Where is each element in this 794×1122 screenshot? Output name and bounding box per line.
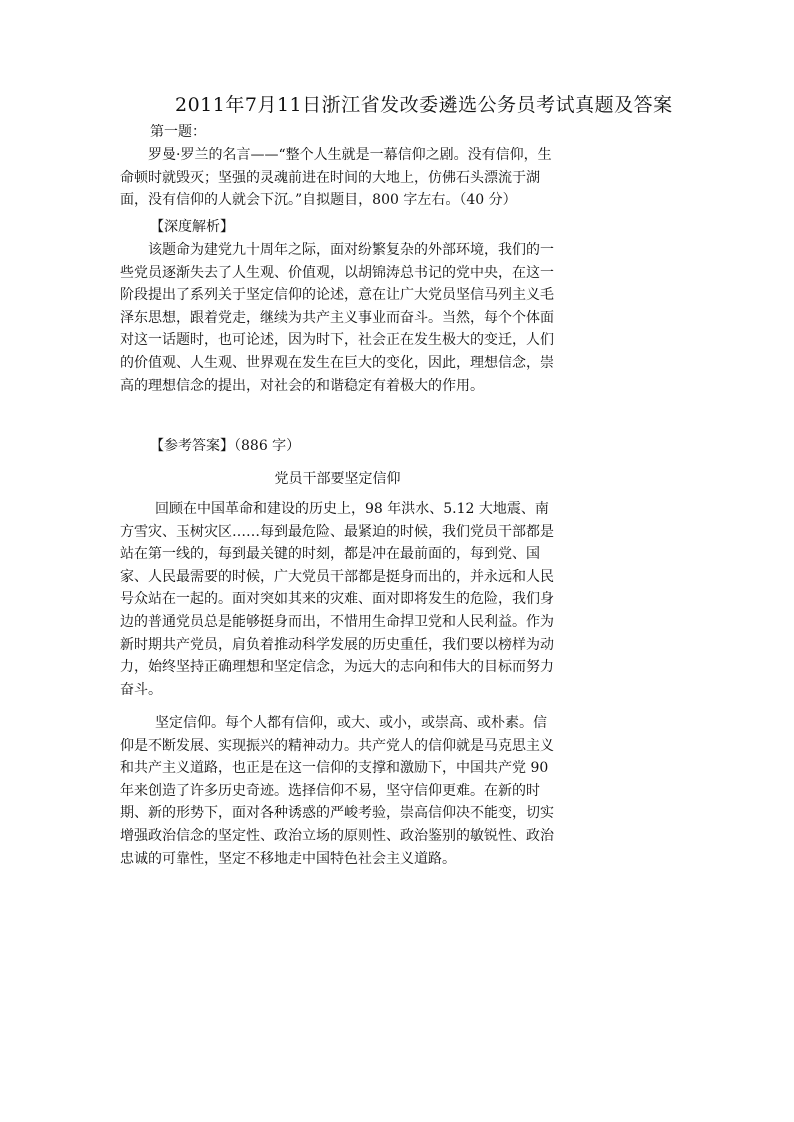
analysis-text: 该题命为建党九十周年之际，面对纷繁复杂的外部环境，我们的一些党员逐渐失去了人生观、价值观，以胡锦涛总书记的党中央，在这一阶段提出了系列关于坚定信仰的论述，意在让广大党员坚信马列主义毛泽东思想，跟着党走，继续为共产主义事业而奋斗。当然，每个个体面对这一话题时，也可论述，因为时下，社会正在发生极大的变迁，人们的价值观、人生观、世界观在发生在巨大的变化，因此，理想信念，崇高的理想信念的提出，对社会的和谐稳定有着极大的作用。: [120, 242, 554, 394]
essay-title: 党员干部要坚定信仰: [274, 471, 401, 487]
document-title: 2011年7月11日浙江省发改委遴选公务员考试真题及答案: [175, 94, 673, 116]
question-body: [120, 144, 560, 212]
question-label: 第一题：: [150, 124, 206, 140]
essay-paragraph-2: [120, 712, 555, 870]
essay-paragraph-1-text: 回顾在中国革命和建设的历史上，98 年洪水、5.12 大地震、南方雪灾、玉树灾区……每到最危险、最紧迫的时候，我们党员干部都是站在第一线的，每到最关键的时刻，都是冲在最前面的，每到党、国家、人民最需要的时候，广大党员干部都是挺身而出的，并永远和人民号众站在一起的。面对突如其来的灾难、面对即将发生的危险，我们身边的普通党员总是能够挺身而出，不惜用生命捍卫党和人民利益。作为新时期共产党员，肩负着推动科学发展的历史重任，我们要以榜样为动力，始终坚持正确理想和坚定信念，为远大的志向和伟大的目标而努力奋斗。: [120, 501, 554, 698]
question-text: 罗曼·罗兰的名言——“整个人生就是一幕信仰之剧。没有信仰，生命顿时就毁灭；坚强的灵魂前进在时间的大地上，仿佛石头漂流于湖面，没有信仰的人就会下沉。”自拟题目，800 字左右。（40 分）: [120, 147, 552, 209]
essay-paragraph-1: [120, 498, 555, 701]
reference-answer-label: 【参考答案】（886 字）: [150, 438, 301, 454]
essay-paragraph-2-text: 坚定信仰。每个人都有信仰，或大、或小，或崇高、或朴素。信仰是不断发展、实现振兴的精神动力。共产党人的信仰就是马克思主义和共产主义道路，也正是在这一信仰的支撑和激励下，中国共产党 90 年来创造了许多历史奇迹。选择信仰不易，坚守信仰更难。在新的时期、新的形势下，面对各种诱惑的严峻考验，崇高信仰决不能变，切实增强政治信念的坚定性、政治立场的原则性、政治鉴别的敏锐性、政治忠诚的可靠性，坚定不移地走中国特色社会主义道路。: [120, 715, 554, 867]
analysis-body: [120, 239, 560, 397]
analysis-label: 【深度解析】: [150, 219, 234, 235]
